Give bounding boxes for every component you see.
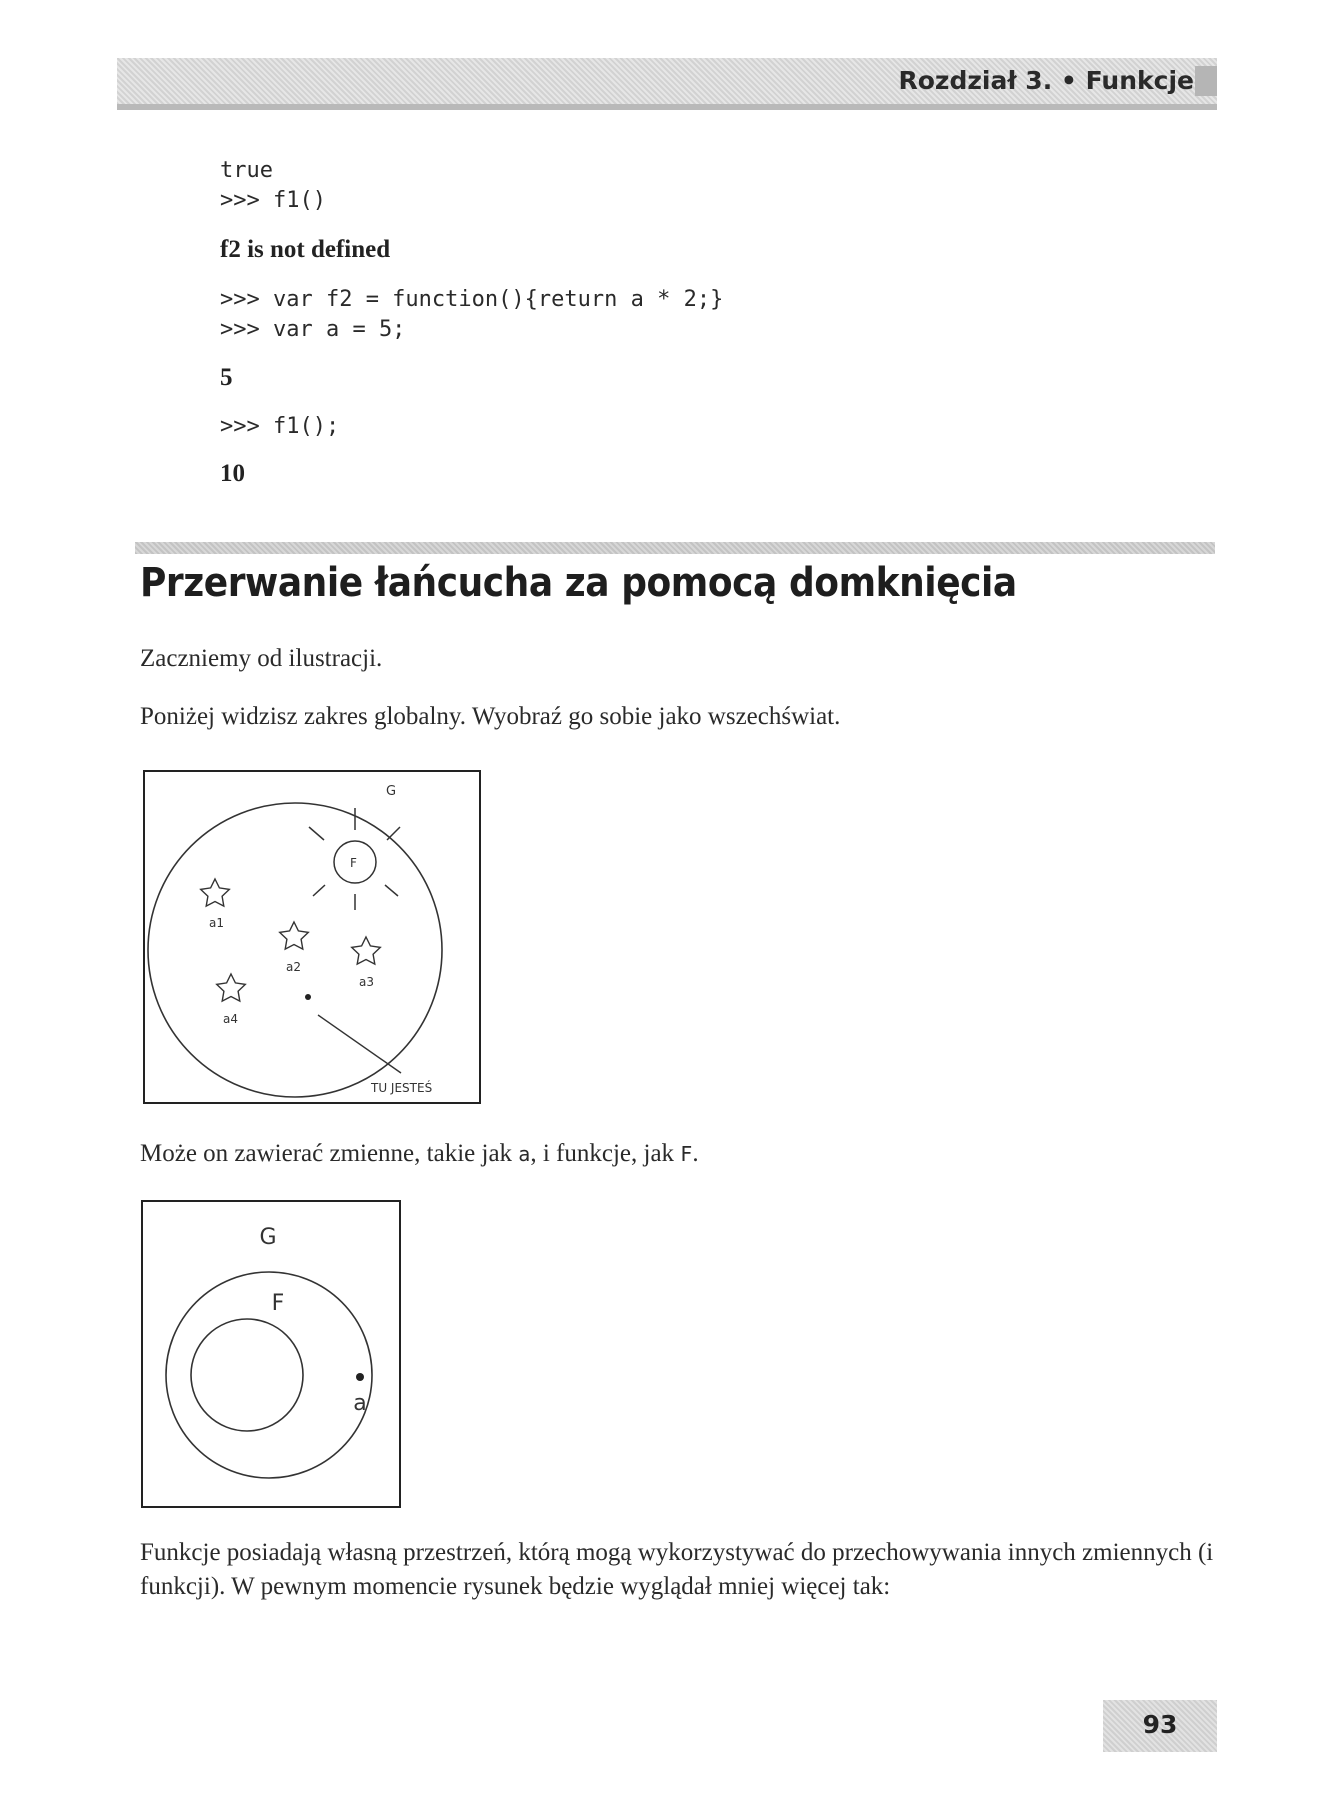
star-label: a3 <box>359 975 374 989</box>
figure-g-contains-f <box>141 1200 403 1510</box>
star-label: a2 <box>286 960 301 974</box>
code-block-2: >>> var f2 = function(){return a * 2;} >>> var a = 5; <box>220 287 724 342</box>
running-header-title: Rozdział 3. • Funkcje <box>898 66 1194 95</box>
paragraph-text: . <box>692 1140 699 1167</box>
section-title: Przerwanie łańcucha za pomocą domknięcia <box>140 560 1017 606</box>
paragraph-intro: Zaczniemy od ilustracji. <box>140 645 383 672</box>
paragraph-contents <box>140 1137 699 1171</box>
label-g: G <box>386 784 397 799</box>
paragraph-global-scope: Poniżej widzisz zakres globalny. Wyobraź go sobie jako wszechświat. <box>140 703 841 730</box>
star-label: a1 <box>209 916 224 930</box>
current-position-dot <box>305 994 311 1000</box>
console-output-2: 5 <box>220 364 233 391</box>
paragraph-function-space: Funkcje posiadają własną przestrzeń, którą mogą wykorzystywać do przechowywania innych zmiennych (i funkcji). W pewnym momencie rysunek będzie wyglądał mniej więcej tak: <box>140 1539 1214 1600</box>
inline-code-a: a <box>518 1142 531 1166</box>
section-rule <box>135 542 1215 554</box>
label-a: a <box>353 1391 367 1416</box>
figure-global-scope <box>143 770 483 1106</box>
inline-code-f: F <box>680 1142 693 1166</box>
star-label: a4 <box>223 1012 238 1026</box>
paragraph-text: Może on zawierać zmienne, takie jak <box>140 1140 519 1167</box>
page-number: 93 <box>1142 1710 1178 1739</box>
label-g: G <box>259 1225 277 1250</box>
code-block-1: true >>> f1() <box>220 158 326 213</box>
running-header-tab <box>1195 66 1217 96</box>
running-header-rule <box>117 104 1217 110</box>
label-f: F <box>350 856 357 870</box>
paragraph-text: , i funkcje, jak <box>530 1140 681 1167</box>
console-output-1: f2 is not defined <box>220 236 391 263</box>
figure-frame <box>144 771 480 1103</box>
variable-dot <box>356 1373 364 1381</box>
you-are-here-label: TU JESTEŚ <box>371 1081 433 1095</box>
console-output-3: 10 <box>220 460 245 487</box>
code-block-3: >>> f1(); <box>220 414 340 439</box>
label-f: F <box>271 1291 285 1316</box>
